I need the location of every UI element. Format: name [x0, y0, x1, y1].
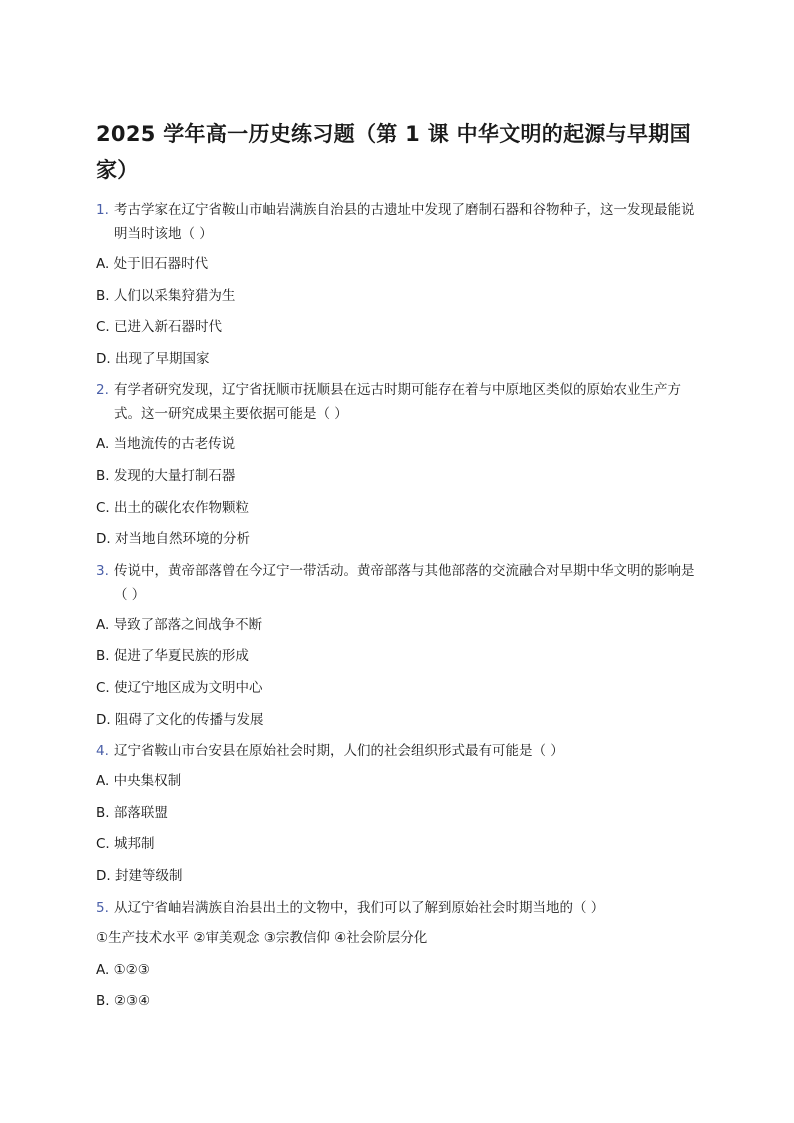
question-text: 辽宁省鞍山市台安县在原始社会时期，人们的社会组织形式最有可能是（ ）	[114, 743, 564, 760]
answer-option: D. 出现了早期国家	[96, 350, 210, 367]
question-block	[96, 896, 696, 1014]
question-stem	[96, 739, 696, 763]
question-text: 有学者研究发现，辽宁省抚顺市抚顺县在远古时期可能存在着与中原地区类似的原始农业生产方式。这一研究成果主要依据可能是（ ）	[114, 382, 681, 423]
answer-option: B. ②③④	[96, 993, 151, 1010]
question-text: 考古学家在辽宁省鞍山市岫岩满族自治县的古遗址中发现了磨制石器和谷物种子，这一发现最能说明当时该地（ ）	[114, 202, 695, 242]
answer-option: B. 发现的大量打制石器	[96, 467, 236, 484]
answer-option: B. 部落联盟	[96, 804, 168, 821]
answer-option: A. ①②③	[96, 961, 150, 978]
answer-option: C. 使辽宁地区成为文明中心	[96, 679, 263, 696]
question-block	[96, 198, 696, 371]
question-block	[96, 739, 696, 888]
answer-option: D. 阻碍了文化的传播与发展	[96, 711, 264, 728]
question-stem	[96, 559, 696, 607]
answer-option: D. 对当地自然环境的分析	[96, 531, 250, 548]
question-stem	[96, 378, 696, 426]
answer-option: C. 城邦制	[96, 836, 155, 853]
answer-option: A. 当地流传的古老传说	[96, 436, 236, 453]
answer-option: A. 处于旧石器时代	[96, 256, 209, 272]
answer-option: B. 促进了华夏民族的形成	[96, 648, 249, 665]
question-number: 1.	[96, 202, 109, 218]
question-stem	[96, 198, 696, 246]
question-number: 3.	[96, 562, 109, 579]
answer-option: C. 出土的碳化农作物颗粒	[96, 499, 250, 516]
document-title: 2025 学年高一历史练习题（第 1 课 中华文明的起源与早期国家）	[96, 122, 691, 182]
answer-option: B. 人们以采集狩猎为生	[96, 287, 236, 304]
question-number: 2.	[96, 382, 109, 399]
answer-option: A. 导致了部落之间战争不断	[96, 616, 263, 633]
question-text: 从辽宁省岫岩满族自治县出土的文物中，我们可以了解到原始社会时期当地的（ ）	[114, 899, 605, 916]
question-stem	[96, 896, 696, 920]
answer-option: D. 封建等级制	[96, 867, 183, 884]
question-text: 传说中，黄帝部落曾在今辽宁一带活动。黄帝部落与其他部落的交流融合对早期中华文明的影响是（ ）	[114, 562, 695, 603]
question-number: 4.	[96, 743, 109, 760]
question-block	[96, 559, 696, 732]
question-number: 5.	[96, 899, 109, 916]
answer-option: A. 中央集权制	[96, 773, 182, 790]
document-page	[96, 116, 696, 1021]
question-statements: ①生产技术水平 ②审美观念 ③宗教信仰 ④社会阶层分化	[96, 929, 428, 946]
answer-option: C. 已进入新石器时代	[96, 319, 223, 336]
question-block	[96, 378, 696, 551]
